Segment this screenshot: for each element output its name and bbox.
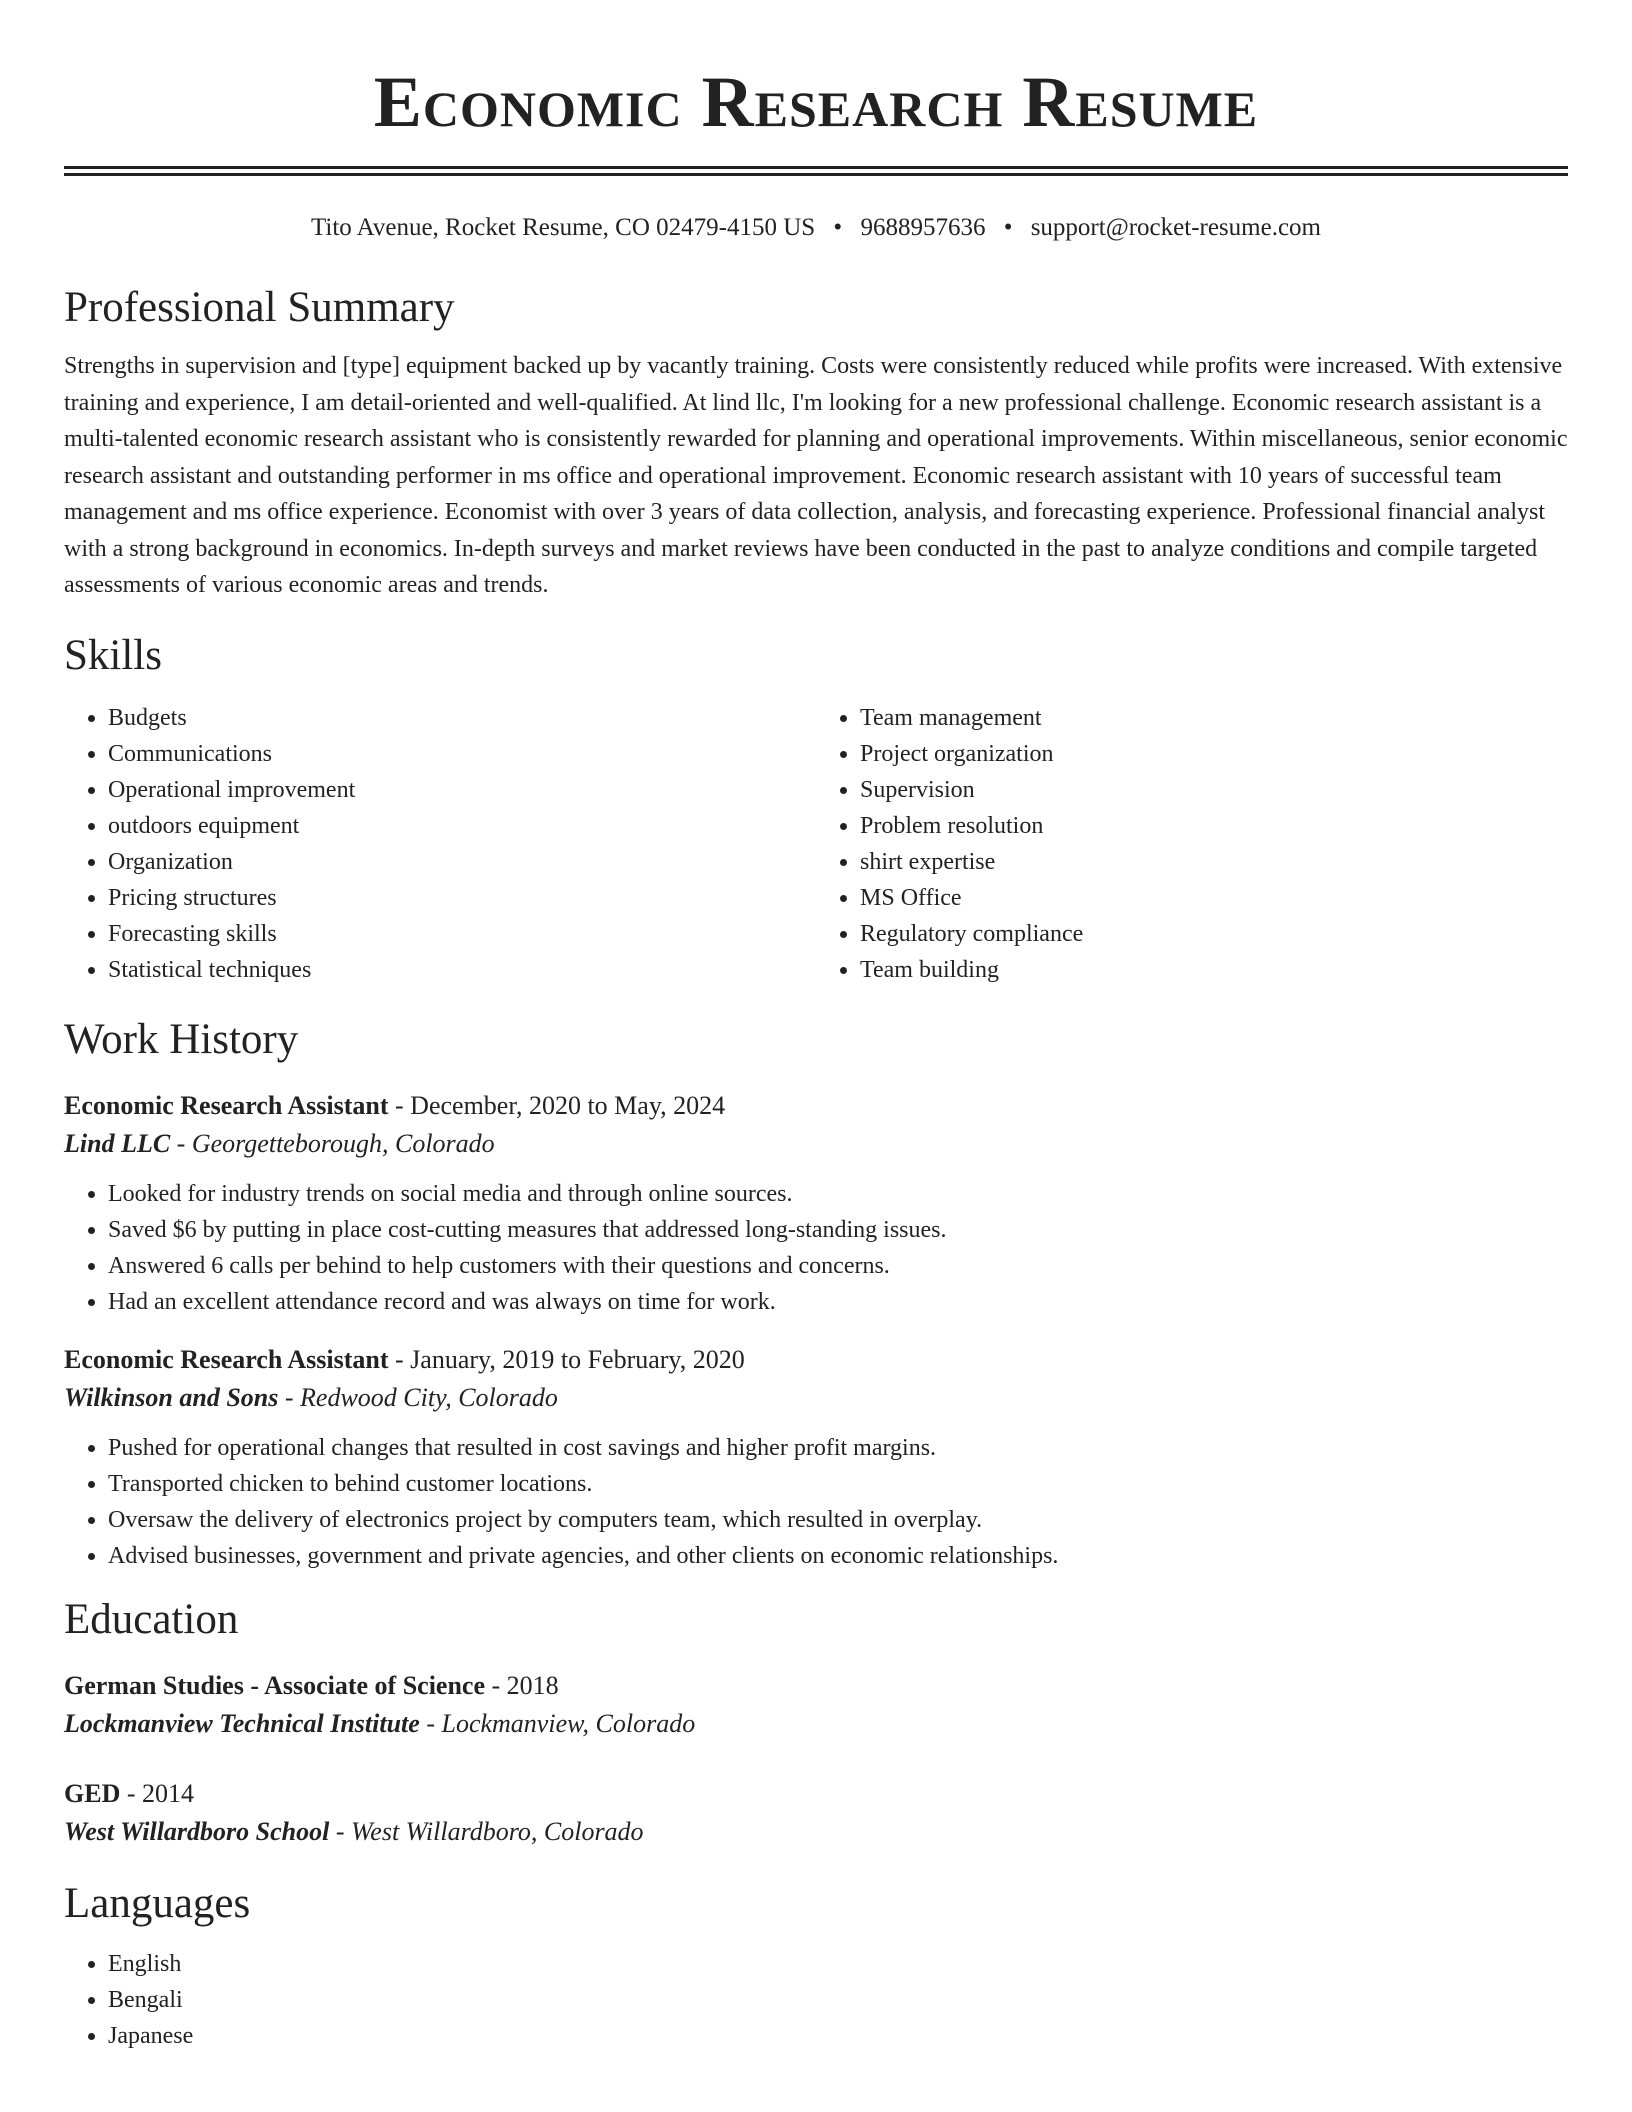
skill-item: • Forecasting skills	[108, 916, 816, 952]
language-item: • Bengali	[108, 1982, 1568, 2018]
skills-section	[64, 630, 1568, 988]
job-bullet: • Pushed for operational changes that resulted in cost savings and higher profit margins.	[108, 1430, 1568, 1466]
job-bullets	[64, 1176, 1568, 1320]
company-name: Wilkinson and Sons	[64, 1382, 279, 1412]
education-entry	[64, 1668, 1568, 1744]
degree-year: - 2018	[485, 1670, 559, 1700]
job-dates: - December, 2020 to May, 2024	[388, 1090, 726, 1120]
skill-item: • outdoors equipment	[108, 808, 816, 844]
skill-item: • Project organization	[860, 736, 1568, 772]
contact-line	[64, 212, 1568, 244]
skill-item: • Communications	[108, 736, 816, 772]
contact-address: Tito Avenue, Rocket Resume, CO 02479-4150 US	[311, 214, 816, 241]
skills-columns	[64, 700, 1568, 988]
job-title-line	[64, 1342, 1568, 1378]
school-line	[64, 1812, 1568, 1852]
skill-item: • Regulatory compliance	[860, 916, 1568, 952]
job-bullet: • Looked for industry trends on social media and through online sources.	[108, 1176, 1568, 1212]
languages-heading: Languages	[64, 1879, 251, 1927]
skills-list-left	[64, 700, 816, 988]
skill-item: • Team management	[860, 700, 1568, 736]
education-section	[64, 1594, 1568, 1852]
skill-item: • MS Office	[860, 880, 1568, 916]
language-item: • Japanese	[108, 2018, 1568, 2054]
education-heading: Education	[64, 1595, 239, 1643]
title-divider	[64, 166, 1568, 176]
job-entry	[64, 1088, 1568, 1320]
company-location: - Redwood City, Colorado	[278, 1382, 558, 1412]
summary-heading: Professional Summary	[64, 284, 455, 331]
skills-list-right	[816, 700, 1568, 988]
contact-separator: •	[833, 214, 843, 241]
skills-heading: Skills	[64, 631, 162, 679]
skill-item: • Pricing structures	[108, 880, 816, 916]
company-location: - Georgetteborough, Colorado	[170, 1128, 495, 1158]
school-location: - West Willardboro, Colorado	[329, 1816, 644, 1846]
job-title: Economic Research Assistant	[64, 1090, 389, 1120]
resume-title: Economic Research Resume	[373, 62, 1259, 142]
contact-email: support@rocket-resume.com	[1030, 214, 1321, 241]
school-name: West Willardboro School	[64, 1816, 330, 1846]
job-bullet: • Transported chicken to behind customer locations.	[108, 1466, 1568, 1502]
contact-separator: •	[1003, 214, 1013, 241]
skill-item: • Budgets	[108, 700, 816, 736]
degree-name: German Studies - Associate of Science	[64, 1670, 486, 1700]
skill-item: • Supervision	[860, 772, 1568, 808]
contact-phone: 9688957636	[860, 214, 986, 241]
job-title-line	[64, 1088, 1568, 1124]
school-location: - Lockmanview, Colorado	[419, 1708, 696, 1738]
degree-line	[64, 1776, 1568, 1812]
job-bullet: • Advised businesses, government and private agencies, and other clients on economic relationships.	[108, 1538, 1568, 1574]
languages-list	[64, 1946, 1568, 2054]
degree-line	[64, 1668, 1568, 1704]
language-item: • English	[108, 1946, 1568, 1982]
job-bullet: • Saved $6 by putting in place cost-cutting measures that addressed long-standing issues.	[108, 1212, 1568, 1248]
skill-item: • Operational improvement	[108, 772, 816, 808]
company-name: Lind LLC	[64, 1128, 171, 1158]
degree-name: GED	[64, 1778, 121, 1808]
job-bullet: • Had an excellent attendance record and was always on time for work.	[108, 1284, 1568, 1320]
company-line	[64, 1378, 1568, 1418]
languages-section	[64, 1878, 1568, 2054]
job-title: Economic Research Assistant	[64, 1344, 389, 1374]
company-line	[64, 1124, 1568, 1164]
job-bullets	[64, 1430, 1568, 1574]
education-entry	[64, 1776, 1568, 1852]
skill-item: • Problem resolution	[860, 808, 1568, 844]
job-dates: - January, 2019 to February, 2020	[388, 1344, 745, 1374]
job-entry	[64, 1342, 1568, 1574]
skill-item: • Organization	[108, 844, 816, 880]
job-bullet: • Oversaw the delivery of electronics project by computers team, which resulted in overplay.	[108, 1502, 1568, 1538]
work-history-heading: Work History	[64, 1015, 299, 1063]
school-line	[64, 1704, 1568, 1744]
summary-text: Strengths in supervision and [type] equipment backed up by vacantly training. Costs were consistently reduced while profits were increased. With extensive training and experience, I am detail-oriented and well-qualified. At lind llc, I'm looking for a new professional challenge. Economic research assistant is a multi-talented economic research assistant who is consistently rewarded for planning and operational improvements. Within miscellaneous, senior economic research assistant and outstanding performer in ms office and operational improvement. Economic research assistant with 10 years of successful team management and ms office experience. Economist with over 3 years of data collection, analysis, and forecasting experience. Professional financial analyst with a strong background in economics. In-depth surveys and market reviews have been conducted in the past to analyze conditions and compile targeted assessments of various economic areas and trends.	[64, 353, 1568, 598]
work-history-section	[64, 1014, 1568, 1574]
job-bullet: • Answered 6 calls per behind to help customers with their questions and concerns.	[108, 1248, 1568, 1284]
skill-item: • Statistical techniques	[108, 952, 816, 988]
summary-section	[64, 282, 1568, 604]
degree-year: - 2014	[120, 1778, 195, 1808]
skill-item: • Team building	[860, 952, 1568, 988]
skill-item: • shirt expertise	[860, 844, 1568, 880]
school-name: Lockmanview Technical Institute	[64, 1708, 420, 1738]
